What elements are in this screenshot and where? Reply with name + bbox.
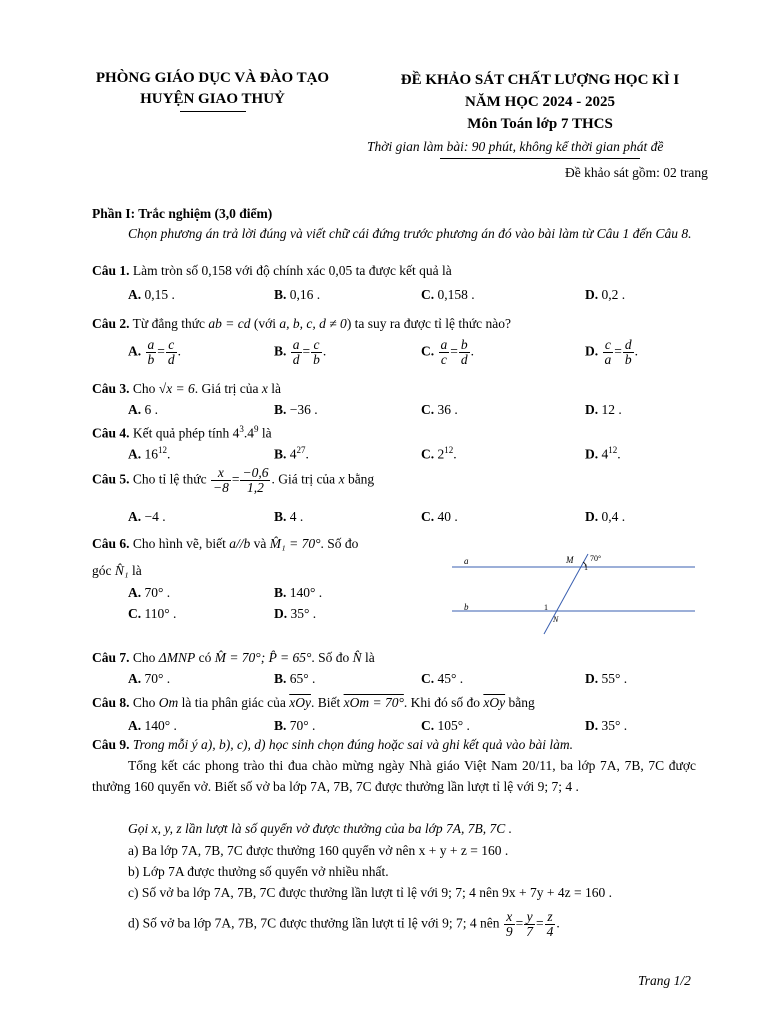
q4-option-b: B. $4^{27}$. (274, 445, 309, 462)
question-label: Câu 1. (92, 263, 130, 278)
q9-statement-c: c) Số vở ba lớp 7A, 7B, 7C được thưởng lần lượt tỉ lệ với 9; 7; 4 nên 9x + 7y + 4z = 160 . (128, 885, 612, 900)
q7-option-b: B. 65° . (274, 671, 316, 686)
q7-option-d: D. 55° . (585, 671, 628, 686)
q9-paragraph: Tổng kết các phong trào thi đua chào mừng ngày Nhà giáo Việt Nam 20/11, ba lớp 7A, 7B, 7C được thưởng 160 quyển vở. Biết số vở ba lớp 7A, 7B, 7C được thưởng lần lượt tỉ lệ với 9; 7; 4 . (92, 758, 696, 794)
q9-statement-b: b) Lớp 7A được thưởng số quyển vở nhiều nhất. (128, 864, 389, 879)
page-count: Đề khảo sát gồm: 02 trang (565, 165, 708, 180)
q1-option-a: A. 0,15 . (128, 287, 175, 302)
q4-option-c: C. $2^{12}$. (421, 445, 457, 462)
label-b: b (464, 602, 469, 612)
question-6-cont: góc N̂₁ là (92, 563, 142, 578)
q8-option-a: A. 140° . (128, 718, 177, 733)
district-name: HUYỆN GIAO THUỶ (140, 91, 285, 107)
label-M: M (566, 555, 574, 565)
q1-option-d: D. 0,2 . (585, 287, 626, 302)
question-7: Câu 7. Cho ΔMNP có M̂ = 70°; P̂ = 65°. Số đo N̂ là (92, 650, 375, 665)
label-N: N (553, 615, 559, 624)
label-1-top: 1 (584, 563, 588, 572)
q4-option-a: A. $16^{12}$. (128, 445, 171, 462)
q1-option-b: B. 0,16 . (274, 287, 321, 302)
q7-option-c: C. 45° . (421, 671, 464, 686)
q8-option-c: C. 105° . (421, 718, 470, 733)
q5-option-a: A. −4 . (128, 509, 166, 524)
q8-option-d: D. 35° . (585, 718, 628, 733)
question-5: Câu 5. Cho tỉ lệ thức $\frac{x}{-8}$ = $\frac{-0,6}{1,2}$ . Giá trị của x bằng (92, 465, 375, 495)
q4-option-d: D. $4^{12}$. (585, 445, 621, 462)
q3-option-d: D. 12 . (585, 402, 622, 417)
page-number: Trang 1/2 (638, 973, 691, 988)
question-1 (92, 263, 452, 279)
q5-option-b: B. 4 . (274, 509, 304, 524)
parallel-lines-figure (440, 548, 700, 638)
question-2: Câu 2. Từ đẳng thức ab = cd (với a, b, c, d ≠ 0) ta suy ra được tỉ lệ thức nào? (92, 316, 512, 331)
q8-option-b: B. 70° . (274, 718, 316, 733)
q2-option-d: D. $\frac{c}{a}$ = $\frac{d}{b}$ . (585, 337, 638, 367)
question-6: Câu 6. Cho hình vẽ, biết a//b và M̂₁ = 70°. Số đo (92, 536, 359, 551)
label-a: a (464, 556, 469, 566)
subject: Môn Toán lớp 7 THCS (467, 116, 613, 132)
exam-title: ĐỀ KHẢO SÁT CHẤT LƯỢNG HỌC KÌ I (400, 72, 680, 88)
label-1-bottom: 1 (544, 603, 548, 612)
question-8: Câu 8. Cho Om là tia phân giác của $\overline{xOy}$. Biết xOm = 70°. Khi đó số đo $\overline{xOy}$ bằng (92, 695, 535, 710)
q3-option-b: B. −36 . (274, 402, 318, 417)
school-year: NĂM HỌC 2024 - 2025 (465, 94, 615, 110)
q9-statement-a: a) Ba lớp 7A, 7B, 7C được thưởng 160 quyển vở nên x + y + z = 160 . (128, 843, 509, 858)
q2-option-c: C. $\frac{a}{c}$ = $\frac{b}{d}$ . (421, 337, 474, 367)
label-70: 70° (590, 554, 602, 563)
q5-option-d: D. 0,4 . (585, 509, 626, 524)
time-limit: Thời gian làm bài: 90 phút, không kể thời gian phát đề (367, 139, 664, 154)
q6-option-d: D. 35° . (274, 606, 317, 621)
part1-title: Phần I: Trắc nghiệm (3,0 điểm) (92, 206, 273, 221)
question-text: Làm tròn số 0,158 với độ chính xác 0,05 ta được kết quả là (132, 263, 452, 278)
question-9: Câu 9. Trong mỗi ý a), b), c), d) học sinh chọn đúng hoặc sai và ghi kết quả vào bài làm. (92, 737, 573, 752)
question-4: Câu 4. Kết quả phép tính $4^3.4^9$ là (92, 424, 272, 441)
q2-option-a: A. $\frac{a}{b}$ = $\frac{c}{d}$ . (128, 337, 181, 367)
q6-option-b: B. 140° . (274, 585, 323, 600)
header-underline-left (180, 111, 246, 112)
q2-option-b: B. $\frac{a}{d}$ = $\frac{c}{b}$ . (274, 337, 327, 367)
q9-given: Gọi x, y, z lần lượt là số quyển vở được thưởng của ba lớp 7A, 7B, 7C . (128, 821, 512, 836)
q3-option-c: C. 36 . (421, 402, 458, 417)
q3-option-a: A. 6 . (128, 402, 158, 417)
q9-statement-d: d) Số vở ba lớp 7A, 7B, 7C được thưởng lần lượt tỉ lệ với 9; 7; 4 nên $\frac{x}{9}$ = $\frac{y}{7}$ = $\frac{z}{4}$ . (128, 909, 560, 939)
q6-option-a: A. 70° . (128, 585, 171, 600)
question-3: Câu 3. Cho √x = 6. Giá trị của x là (92, 381, 282, 396)
transversal (544, 554, 588, 634)
part1-instruction: Chọn phương án trả lời đúng và viết chữ cái đứng trước phương án đó vào bài làm từ Câu 1 đến Câu 8. (128, 226, 692, 241)
q1-option-c: C. 0,158 . (421, 287, 475, 302)
q7-option-a: A. 70° . (128, 671, 171, 686)
q6-option-c: C. 110° . (128, 606, 177, 621)
header-underline-right (440, 158, 640, 159)
department-name: PHÒNG GIÁO DỤC VÀ ĐÀO TẠO (95, 70, 330, 86)
q5-option-c: C. 40 . (421, 509, 458, 524)
